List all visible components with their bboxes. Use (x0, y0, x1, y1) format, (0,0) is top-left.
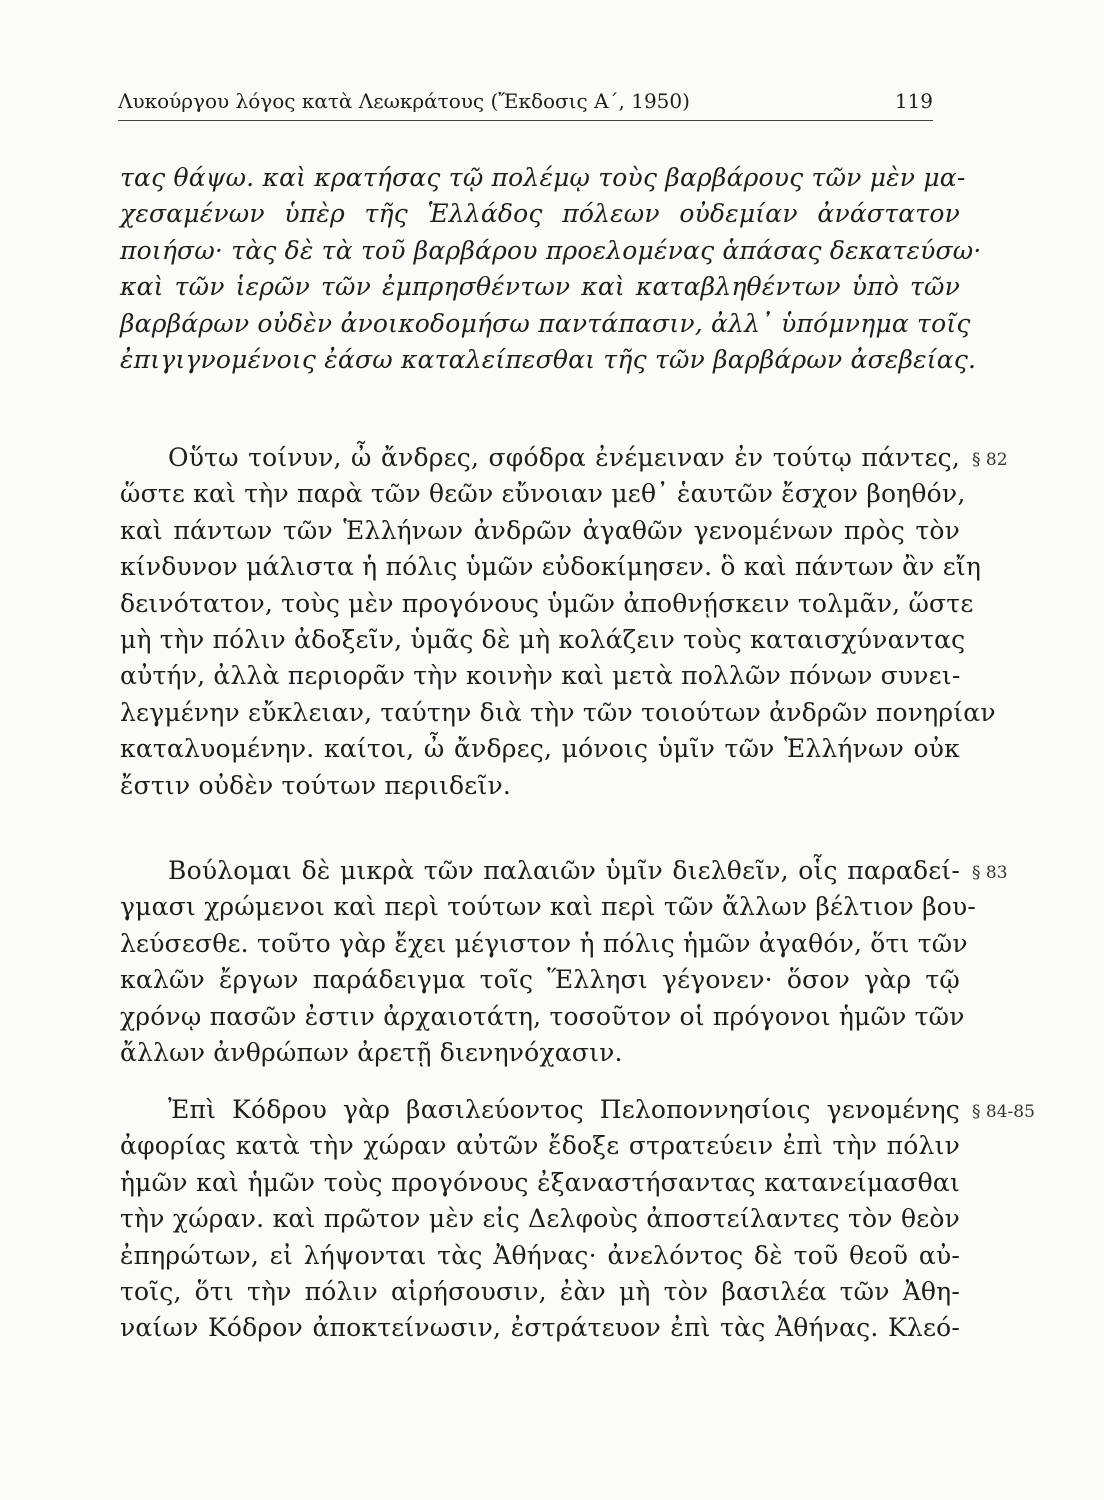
text-line: ἔστιν οὐδὲν τούτων περιιδεῖν. (120, 770, 511, 800)
text-line: τοῖς, ὅτι τὴν πόλιν αἱρήσουσιν, ἐὰν μὴ τὸν βασιλέα τῶν Ἀθη- (120, 1276, 960, 1306)
text-line: ποιήσω· τὰς δὲ τὰ τοῦ βαρβάρου προελομένας ἁπάσας δεκατεύσω· (120, 235, 982, 265)
quoted-oath (120, 160, 982, 378)
text-line: καλῶν ἔργων παράδειγμα τοῖς Ἕλλησι γέγονεν· ὅσον γὰρ τῷ (120, 965, 960, 995)
text-line: τας θάψω. καὶ κρατήσας τῷ πολέμῳ τοὺς βαρβάρους τῶν μὲν μα- (120, 163, 966, 192)
text-line: μὴ τὴν πόλιν ἀδοξεῖν, ὑμᾶς δὲ μὴ κολάζειν τοὺς καταισχύναντας (120, 624, 966, 654)
text-line: Βούλομαι δὲ μικρὰ τῶν παλαιῶν ὑμῖν διελθεῖν, οἷς παραδεί- (168, 856, 960, 885)
text-line: γμασι χρώμενοι καὶ περὶ τούτων καὶ περὶ τῶν ἄλλων βέλτιον βου- (120, 892, 977, 922)
paragraph (120, 853, 977, 1071)
header-title: Λυκούργου λόγος κατὰ Λεωκράτους (Ἔκδοσις Α΄, 1950) (118, 89, 690, 113)
text-line: χρόνῳ πασῶν ἐστιν ἀρχαιοτάτη, τοσοῦτον οἱ πρόγονοι ἡμῶν τῶν (120, 1001, 965, 1031)
section-marker: § 84-85 (972, 1102, 1035, 1122)
paragraph (120, 1092, 960, 1347)
text-line: ναίων Κόδρον ἀποκτείνωσιν, ἐστράτευον ἐπὶ τὰς Ἀθήνας. Κλεό- (120, 1313, 960, 1343)
section-marker: § 83 (972, 863, 1008, 883)
page-number: 119 (894, 89, 933, 113)
section-marker: § 82 (972, 450, 1008, 470)
text-line: λεγμένην εὔκλειαν, ταύτην διὰ τὴν τῶν τοιούτων ἀνδρῶν πονηρίαν (120, 697, 996, 727)
text-line: ἡμῶν καὶ ἡμῶν τοὺς προγόνους ἐξαναστήσαντας κατανείμασθαι (120, 1167, 960, 1197)
text-line: καταλυομένην. καίτοι, ὦ ἄνδρες, μόνοις ὑμῖν τῶν Ἑλλήνων οὐκ (120, 734, 960, 764)
text-line: Οὕτω τοίνυν, ὦ ἄνδρες, σφόδρα ἐνέμειναν ἐν τούτῳ πάντες, (168, 443, 960, 472)
text-line: ἐπιγιγνομένοις ἐάσω καταλείπεσθαι τῆς τῶν βαρβάρων ἀσεβείας. (120, 344, 977, 374)
running-header (118, 80, 933, 121)
text-line: ἀφορίας κατὰ τὴν χώραν αὐτῶν ἔδοξε στρατεύειν ἐπὶ τὴν πόλιν (120, 1131, 960, 1161)
text-line: καὶ πάντων τῶν Ἑλλήνων ἀνδρῶν ἀγαθῶν γενομένων πρὸς τὸν (120, 515, 960, 545)
text-line: ἐπηρώτων, εἰ λήψονται τὰς Ἀθήνας· ἀνελόντος δὲ τοῦ θεοῦ αὐ- (120, 1240, 960, 1270)
text-line: καὶ τῶν ἱερῶν τῶν ἐμπρησθέντων καὶ καταβληθέντων ὑπὸ τῶν (120, 272, 960, 302)
text-line: αὐτήν, ἀλλὰ περιορᾶν τὴν κοινὴν καὶ μετὰ πολλῶν πόνων συνει- (120, 661, 961, 691)
text-line: λεύσεσθε. τοῦτο γὰρ ἔχει μέγιστον ἡ πόλις ἡμῶν ἀγαθόν, ὅτι τῶν (120, 928, 968, 958)
text-line: δεινότατον, τοὺς μὲν προγόνους ὑμῶν ἀποθνῄσκειν τολμᾶν, ὥστε (120, 588, 974, 618)
text-line: τὴν χώραν. καὶ πρῶτον μὲν εἰς Δελφοὺς ἀποστείλαντες τὸν θεὸν (120, 1204, 960, 1234)
text-line: ἄλλων ἀνθρώπων ἀρετῇ διενηνόχασιν. (120, 1037, 623, 1067)
text-line: βαρβάρων οὐδὲν ἀνοικοδομήσω παντάπασιν, ἀλλ᾽ ὑπόμνημα τοῖς (120, 308, 971, 338)
text-line: ὥστε καὶ τὴν παρὰ τῶν θεῶν εὔνοιαν μεθ᾽ ἑαυτῶν ἔσχον βοηθόν, (120, 479, 966, 509)
text-line: Ἐπὶ Κόδρου γὰρ βασιλεύοντος Πελοποννησίοις γενομένης (168, 1095, 960, 1124)
text-line: κίνδυνον μάλιστα ἡ πόλις ὑμῶν εὐδοκίμησεν. ὃ καὶ πάντων ἂν εἴη (120, 552, 982, 582)
text-line: χεσαμένων ὑπὲρ τῆς Ἑλλάδος πόλεων οὐδεμίαν ἀνάστατον (120, 199, 960, 229)
